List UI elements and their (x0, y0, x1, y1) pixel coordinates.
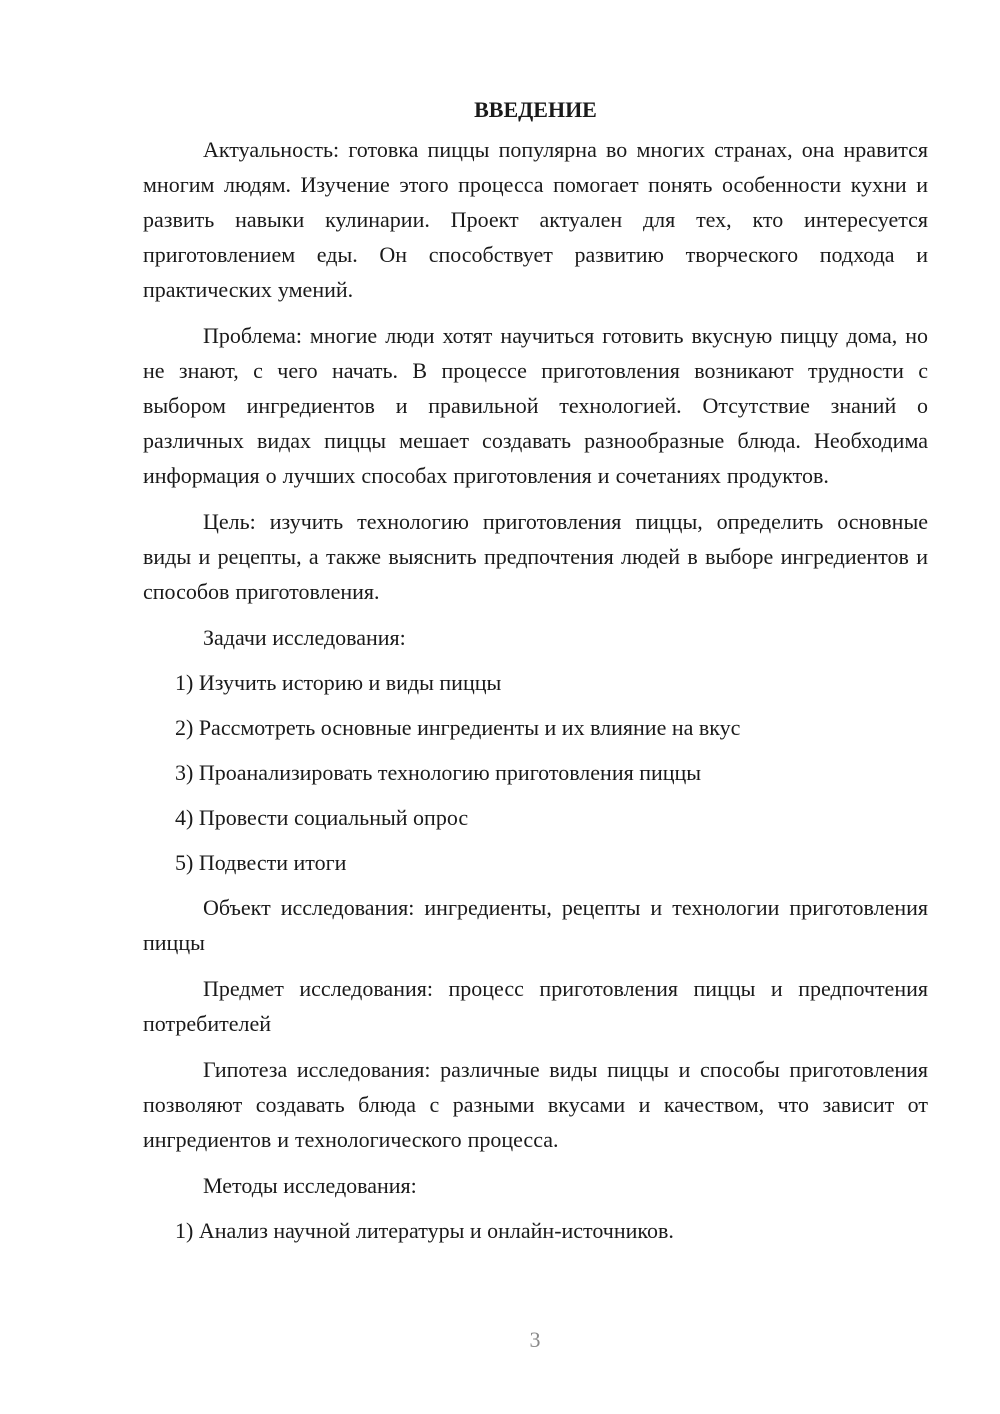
task-item: 1) Изучить историю и виды пиццы (175, 670, 502, 695)
subject-paragraph: Предмет исследования: процесс приготовления пиццы и предпочтения потребителей (143, 976, 928, 1036)
task-item: 3) Проанализировать технологию приготовления пиццы (175, 760, 702, 785)
problem-paragraph: Проблема: многие люди хотят научиться готовить вкусную пиццу дома, но не знают, с чего начать. В процессе приготовления возникают трудности с выбором ингредиентов и правильной технологией. Отсутствие знаний о различных видах пиццы мешает создавать разнообразные блюда. Необходима информация о лучших способах приготовления и сочетаниях продуктов. (143, 323, 928, 488)
task-item: 2) Рассмотреть основные ингредиенты и их влияние на вкус (175, 715, 741, 740)
hypothesis-paragraph: Гипотеза исследования: различные виды пиццы и способы приготовления позволяют создавать блюда с разными вкусами и качеством, что зависит от ингредиентов и технологического процесса. (143, 1057, 928, 1152)
page-number: 3 (529, 1327, 541, 1352)
document-heading: ВВЕДЕНИЕ (474, 97, 597, 122)
methods-title: Методы исследования: (203, 1173, 417, 1198)
tasks-title: Задачи исследования: (203, 625, 406, 650)
method-item: 1) Анализ научной литературы и онлайн-источников. (175, 1218, 674, 1243)
task-item: 5) Подвести итоги (175, 850, 347, 875)
goal-paragraph: Цель: изучить технологию приготовления пиццы, определить основные виды и рецепты, а также выяснить предпочтения людей в выборе ингредиентов и способов приготовления. (143, 509, 928, 604)
document-page (143, 88, 928, 1258)
object-paragraph: Объект исследования: ингредиенты, рецепты и технологии приготовления пиццы (143, 895, 928, 955)
task-item: 4) Провести социальный опрос (175, 805, 469, 830)
relevance-paragraph: Актуальность: готовка пиццы популярна во многих странах, она нравится многим людям. Изучение этого процесса помогает понять особенности кухни и развить навыки кулинарии. Проект актуален для тех, кто интересуется приготовлением еды. Он способствует развитию творческого подхода и практических умений. (143, 137, 928, 302)
